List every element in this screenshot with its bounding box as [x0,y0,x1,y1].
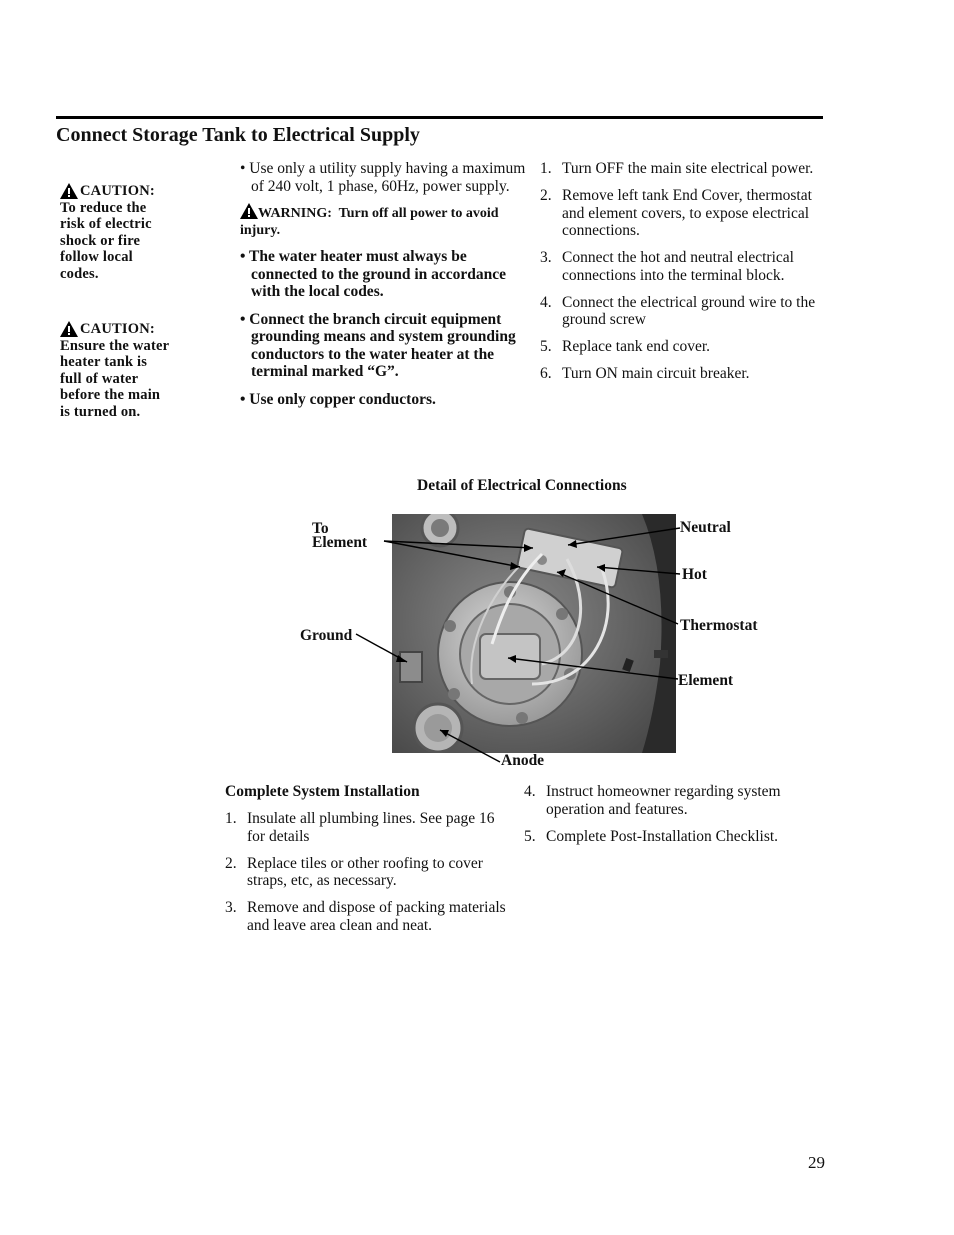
completion-item [524,828,824,846]
caution-line: full of water [60,370,139,387]
completion-item [225,810,510,845]
grounding-conductor-bullet: • Connect the branch circuit equipment grounding means and system grounding conductors to the water heater at the terminal marked “G”. [240,310,516,380]
label-hot: Hot [682,566,707,583]
page-title: Connect Storage Tank to Electrical Supply [56,124,420,146]
warning-label: WARNING: [258,206,332,221]
step-number: 5. [540,338,552,355]
step-item [540,249,830,284]
ground-bullet: • The water heater must always be connected to the ground in accordance with the local codes. [240,248,507,300]
step-text: Connect the electrical ground wire to the ground screw [562,293,816,328]
completion-item [524,783,824,818]
caution-line: before the main [60,387,161,403]
step-item [540,365,830,383]
completion-number: 3. [225,899,237,916]
label-anode: Anode [501,752,545,769]
completion-text: Complete Post-Installation Checklist. [546,827,779,845]
caution-heading: CAUTION: [80,321,155,337]
caution-fire [60,183,155,282]
caution-line: risk of electric [60,216,152,232]
completion-text: Instruct homeowner regarding system operation and features. [546,783,781,818]
warning-triangle-icon [60,321,78,337]
caution-line: Ensure the water [60,337,170,354]
step-number: 1. [540,160,552,177]
warning-triangle-icon [60,183,78,199]
caution-line: is turned on. [60,403,141,420]
step-text: Replace tank end cover. [562,338,711,355]
warning-text: Turn off all power to avoid injury. [240,206,499,238]
completion-item [225,855,510,890]
completion-item [225,899,510,934]
step-item [540,338,830,356]
electrical-connections-photo [392,514,676,753]
completion-number: 5. [524,827,536,845]
warning-triangle-icon [240,203,258,219]
caution-heading: CAUTION: [80,183,155,199]
copper-bullet: • Use only copper conductors. [240,390,436,408]
step-text: Remove left tank End Cover, thermostat and element covers, to expose electrical connections. [562,187,812,239]
completion-text: Insulate all plumbing lines. See page 16 for details [247,810,495,845]
caution-line: heater tank is [60,354,148,370]
caution-line: follow local [60,249,133,265]
supply-bullet: • Use only a utility supply having a maximum of 240 volt, 1 phase, 60Hz, power supply. [240,160,526,195]
caution-line: To reduce the [60,199,147,216]
step-text: Turn ON main circuit breaker. [562,365,750,382]
label-element: Element [678,672,734,689]
step-number: 3. [540,249,552,266]
page-number: 29 [808,1153,825,1172]
label-thermostat: Thermostat [680,617,758,634]
step-text: Turn OFF the main site electrical power. [562,160,814,177]
header-rule [56,116,823,119]
completion-number: 2. [225,854,237,872]
completion-text: Replace tiles or other roofing to cover straps, etc, as necessary. [247,854,483,889]
step-number: 4. [540,293,552,311]
completion-left-column [225,810,510,944]
caution-tank-full [60,321,169,420]
completion-right-column [524,783,824,855]
completion-number: 1. [225,810,237,827]
label-ground: Ground [300,627,353,644]
step-item [540,294,830,329]
caution-line: codes. [60,265,99,282]
section-title: Complete System Installation [225,783,420,800]
requirements-column [240,160,530,408]
label-to: To [312,520,329,537]
step-item [540,160,830,178]
step-number: 6. [540,365,552,382]
figure-caption: Detail of Electrical Connections [417,477,627,494]
completion-number: 4. [524,783,536,800]
step-item [540,187,830,240]
caution-line: shock or fire [60,232,141,249]
label-neutral: Neutral [680,519,731,536]
step-text: Connect the hot and neutral electrical connections into the terminal block. [562,249,794,284]
step-number: 2. [540,187,552,204]
steps-column [540,160,830,392]
label-to-element: Element [312,534,368,551]
warning-note [240,203,530,239]
completion-text: Remove and dispose of packing materials and leave area clean and neat. [247,899,506,934]
